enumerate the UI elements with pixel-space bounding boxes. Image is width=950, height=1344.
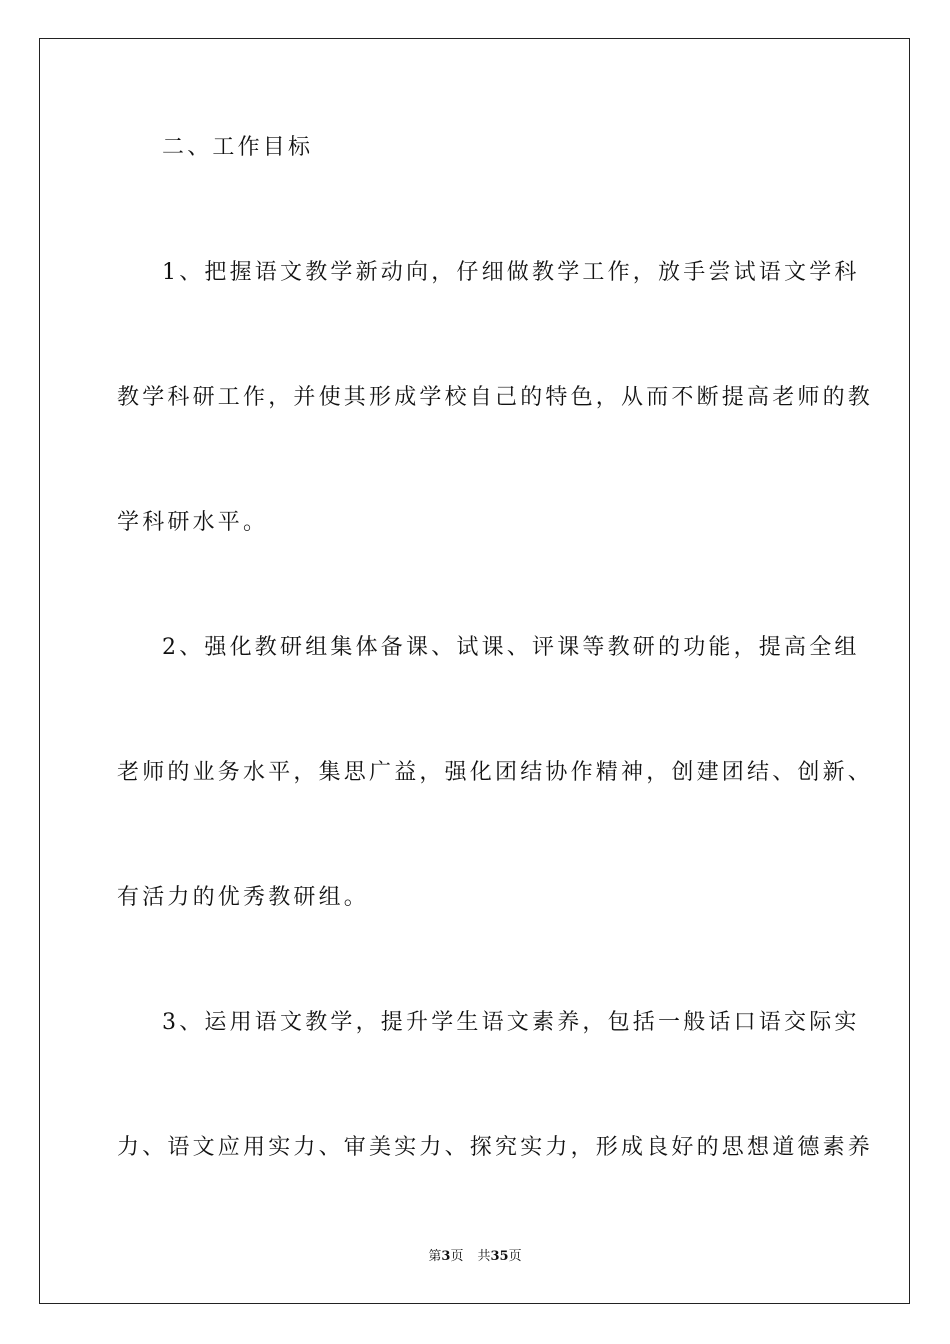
paragraph-2-line-2: 老师的业务水平，集思广益，强化团结协作精神，创建团结、创新、 — [117, 760, 874, 785]
paragraph-2-line-3: 有活力的优秀教研组。 — [117, 885, 370, 910]
page-frame — [39, 38, 910, 1304]
paragraph-2-line-1: 2、强化教研组集体备课、试课、评课等教研的功能，提高全组 — [162, 635, 860, 660]
paragraph-1-line-2: 教学科研工作，并使其形成学校自己的特色，从而不断提高老师的教 — [117, 385, 874, 410]
section-heading: 二、工作目标 — [162, 135, 314, 160]
paragraph-3-line-1: 3、运用语文教学，提升学生语文素养，包括一般话口语交际实 — [162, 1010, 860, 1035]
paragraph-3-line-2: 力、语文应用实力、审美实力、探究实力，形成良好的思想道德素养 — [117, 1135, 874, 1160]
paragraph-1-line-3: 学科研水平。 — [117, 510, 269, 535]
total-prefix: 共 — [477, 1249, 491, 1264]
page-prefix: 第 — [428, 1249, 442, 1264]
page-number: 3 — [441, 1249, 451, 1264]
page-footer — [0, 1248, 950, 1266]
paragraph-1-line-1: 1、把握语文教学新动向，仔细做教学工作，放手尝试语文学科 — [162, 260, 860, 285]
total-suffix: 页 — [508, 1249, 522, 1264]
page-suffix: 页 — [450, 1249, 464, 1264]
total-pages: 35 — [490, 1249, 509, 1264]
